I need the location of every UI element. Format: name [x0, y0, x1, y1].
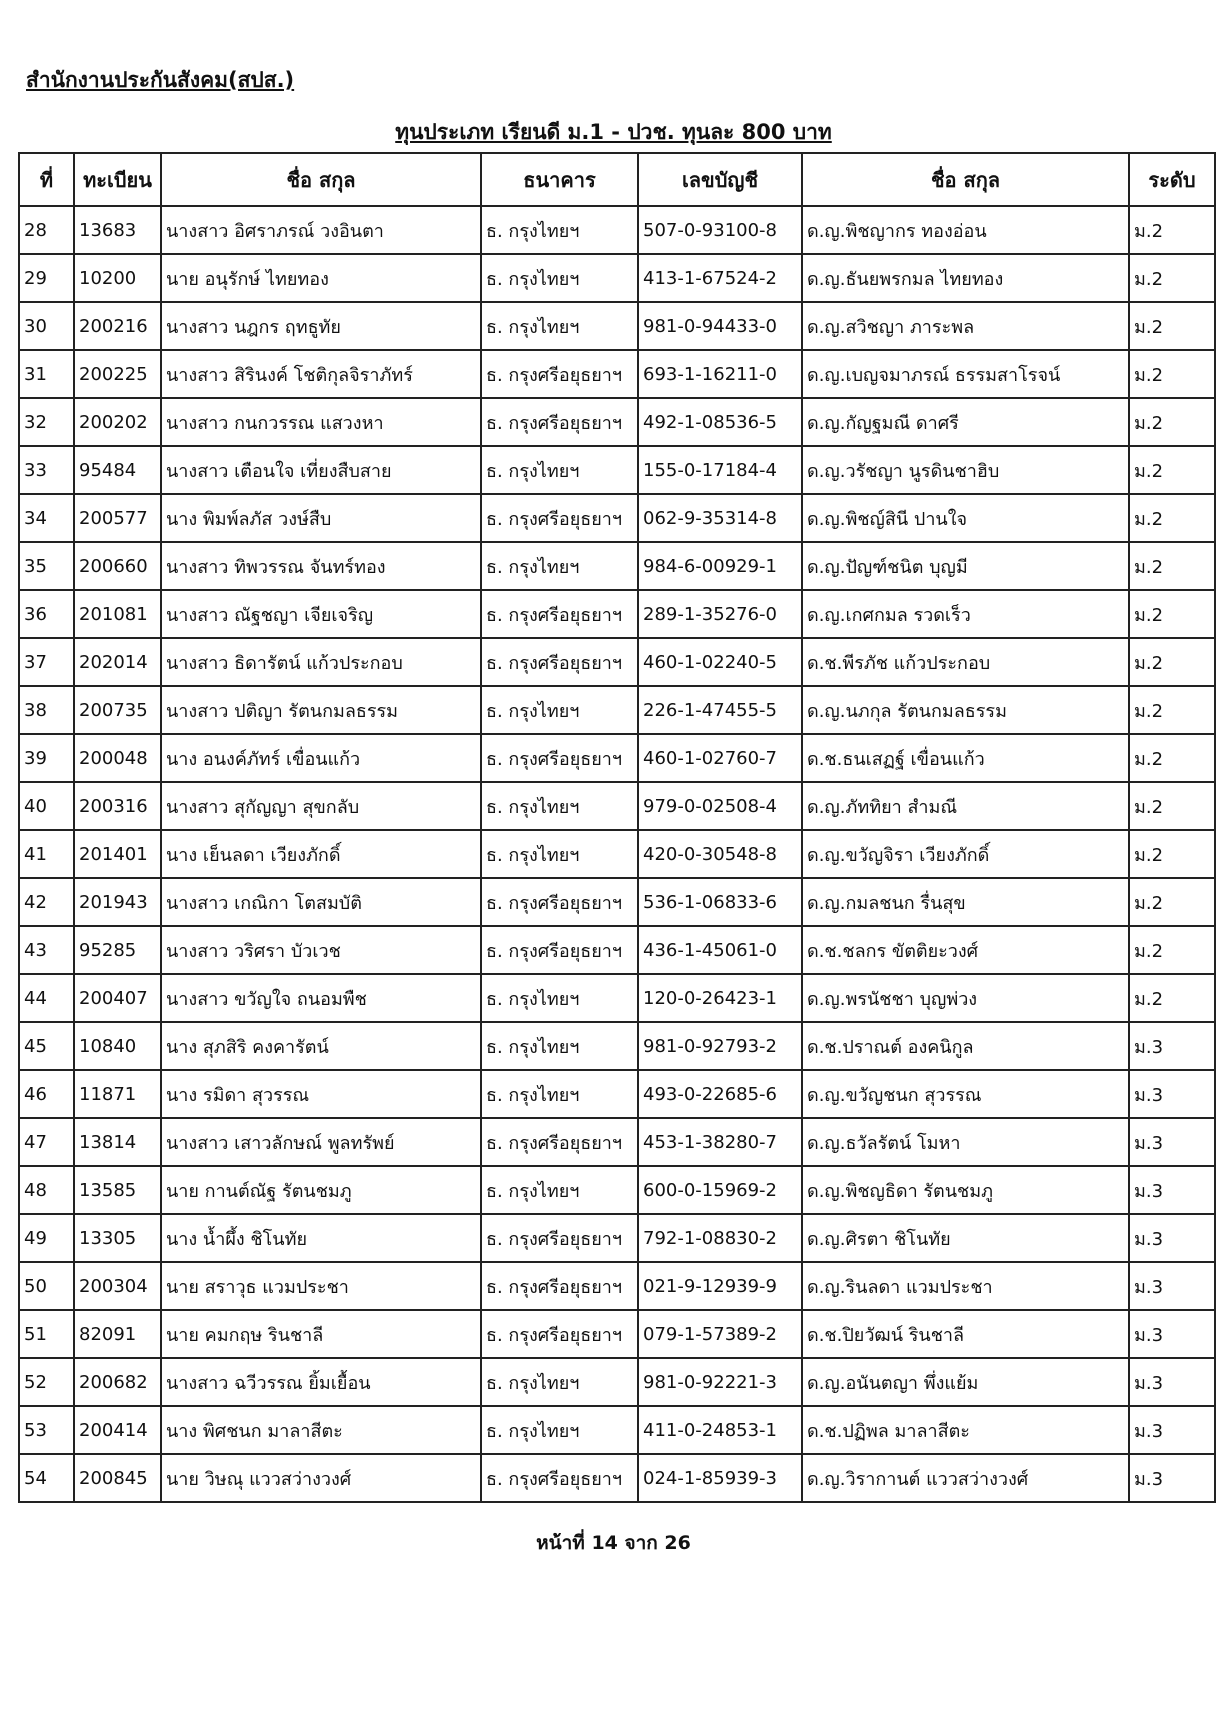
- table-header-row: [19, 153, 1215, 206]
- cell-parent-name: นางสาว วริศรา บัวเวช: [161, 926, 481, 974]
- cell-no: 45: [19, 1022, 74, 1070]
- organization-heading: สำนักงานประกันสังคม(สปส.): [26, 68, 295, 92]
- cell-parent-name: นาย กานต์ณัฐ รัตนชมภู: [161, 1166, 481, 1214]
- cell-no: 46: [19, 1070, 74, 1118]
- cell-parent-name: นาง รมิดา สุวรรณ: [161, 1070, 481, 1118]
- cell-parent-name: นางสาว กนกวรรณ แสวงหา: [161, 398, 481, 446]
- cell-no: 30: [19, 302, 74, 350]
- cell-no: 53: [19, 1406, 74, 1454]
- cell-student-name: ด.ช.ธนเสฏฐ์ เขื่อนแก้ว: [802, 734, 1129, 782]
- cell-no: 32: [19, 398, 74, 446]
- cell-no: 51: [19, 1310, 74, 1358]
- cell-student-name: ด.ญ.สวิชญา ภาระพล: [802, 302, 1129, 350]
- cell-account: 155-0-17184-4: [638, 446, 802, 494]
- col-header-level: ระดับ: [1129, 153, 1215, 206]
- cell-parent-name: นาย สราวุธ แวมประชา: [161, 1262, 481, 1310]
- table-row: [19, 1262, 1215, 1310]
- col-header-no: ที่: [19, 153, 74, 206]
- cell-bank: ธ. กรุงศรีอยุธยาฯ: [481, 590, 638, 638]
- cell-account: 411-0-24853-1: [638, 1406, 802, 1454]
- cell-bank: ธ. กรุงศรีอยุธยาฯ: [481, 878, 638, 926]
- scholarship-table: [18, 152, 1216, 1503]
- cell-account: 226-1-47455-5: [638, 686, 802, 734]
- cell-registration: 200407: [74, 974, 161, 1022]
- cell-parent-name: นาง อนงค์ภัทร์ เขื่อนแก้ว: [161, 734, 481, 782]
- cell-level: ม.2: [1129, 830, 1215, 878]
- cell-bank: ธ. กรุงไทยฯ: [481, 254, 638, 302]
- cell-bank: ธ. กรุงศรีอยุธยาฯ: [481, 350, 638, 398]
- cell-level: ม.2: [1129, 350, 1215, 398]
- cell-account: 120-0-26423-1: [638, 974, 802, 1022]
- cell-bank: ธ. กรุงศรีอยุธยาฯ: [481, 1262, 638, 1310]
- cell-registration: 200216: [74, 302, 161, 350]
- cell-registration: 200202: [74, 398, 161, 446]
- cell-no: 41: [19, 830, 74, 878]
- table-row: [19, 350, 1215, 398]
- table-row: [19, 974, 1215, 1022]
- cell-student-name: ด.ญ.ขวัญชนก สุวรรณ: [802, 1070, 1129, 1118]
- cell-bank: ธ. กรุงศรีอยุธยาฯ: [481, 1214, 638, 1262]
- cell-bank: ธ. กรุงไทยฯ: [481, 206, 638, 254]
- cell-student-name: ด.ญ.ภัททิยา สำมณี: [802, 782, 1129, 830]
- cell-student-name: ด.ญ.ธันยพรกมล ไทยทอง: [802, 254, 1129, 302]
- cell-registration: 200577: [74, 494, 161, 542]
- cell-student-name: ด.ญ.รินลดา แวมประชา: [802, 1262, 1129, 1310]
- table-row: [19, 1118, 1215, 1166]
- cell-bank: ธ. กรุงศรีอยุธยาฯ: [481, 926, 638, 974]
- cell-account: 492-1-08536-5: [638, 398, 802, 446]
- cell-account: 436-1-45061-0: [638, 926, 802, 974]
- cell-registration: 200735: [74, 686, 161, 734]
- cell-parent-name: นางสาว ณัฐชญา เจียเจริญ: [161, 590, 481, 638]
- table-row: [19, 638, 1215, 686]
- cell-level: ม.2: [1129, 926, 1215, 974]
- cell-registration: 95484: [74, 446, 161, 494]
- cell-bank: ธ. กรุงไทยฯ: [481, 830, 638, 878]
- cell-bank: ธ. กรุงศรีอยุธยาฯ: [481, 638, 638, 686]
- cell-account: 453-1-38280-7: [638, 1118, 802, 1166]
- table-row: [19, 1454, 1215, 1502]
- cell-no: 43: [19, 926, 74, 974]
- cell-level: ม.2: [1129, 446, 1215, 494]
- cell-parent-name: นางสาว ฉวีวรรณ ยิ้มเยื้อน: [161, 1358, 481, 1406]
- cell-level: ม.2: [1129, 398, 1215, 446]
- table-row: [19, 1214, 1215, 1262]
- cell-bank: ธ. กรุงไทยฯ: [481, 1406, 638, 1454]
- cell-level: ม.2: [1129, 734, 1215, 782]
- table-row: [19, 1022, 1215, 1070]
- cell-parent-name: นาง สุภสิริ คงคารัตน์: [161, 1022, 481, 1070]
- table-body: [19, 206, 1215, 1502]
- cell-no: 54: [19, 1454, 74, 1502]
- cell-bank: ธ. กรุงไทยฯ: [481, 974, 638, 1022]
- cell-parent-name: นางสาว สุกัญญา สุขกลับ: [161, 782, 481, 830]
- cell-account: 062-9-35314-8: [638, 494, 802, 542]
- cell-account: 079-1-57389-2: [638, 1310, 802, 1358]
- cell-level: ม.2: [1129, 878, 1215, 926]
- table-row: [19, 686, 1215, 734]
- cell-account: 600-0-15969-2: [638, 1166, 802, 1214]
- cell-parent-name: นาง น้ำผึ้ง ชิโนทัย: [161, 1214, 481, 1262]
- cell-no: 48: [19, 1166, 74, 1214]
- cell-registration: 200316: [74, 782, 161, 830]
- scholarship-title: ทุนประเภท เรียนดี ม.1 - ปวช. ทุนละ 800 บาท: [395, 120, 832, 144]
- cell-account: 460-1-02240-5: [638, 638, 802, 686]
- cell-level: ม.3: [1129, 1070, 1215, 1118]
- cell-no: 29: [19, 254, 74, 302]
- cell-account: 493-0-22685-6: [638, 1070, 802, 1118]
- cell-parent-name: นางสาว อิศราภรณ์ วงอินตา: [161, 206, 481, 254]
- table-row: [19, 206, 1215, 254]
- cell-student-name: ด.ญ.เกศกมล รวดเร็ว: [802, 590, 1129, 638]
- cell-account: 413-1-67524-2: [638, 254, 802, 302]
- cell-account: 981-0-92793-2: [638, 1022, 802, 1070]
- cell-account: 979-0-02508-4: [638, 782, 802, 830]
- cell-no: 40: [19, 782, 74, 830]
- cell-registration: 95285: [74, 926, 161, 974]
- cell-parent-name: นาย อนุรักษ์ ไทยทอง: [161, 254, 481, 302]
- cell-parent-name: นางสาว เตือนใจ เที่ยงสืบสาย: [161, 446, 481, 494]
- cell-level: ม.3: [1129, 1406, 1215, 1454]
- cell-student-name: ด.ญ.พิชญากร ทองอ่อน: [802, 206, 1129, 254]
- cell-parent-name: นางสาว เสาวลักษณ์ พูลทรัพย์: [161, 1118, 481, 1166]
- cell-bank: ธ. กรุงไทยฯ: [481, 542, 638, 590]
- cell-student-name: ด.ญ.ปัญฑ์ชนิต บุญมี: [802, 542, 1129, 590]
- cell-parent-name: นาง พิศชนก มาลาสีตะ: [161, 1406, 481, 1454]
- cell-bank: ธ. กรุงไทยฯ: [481, 1166, 638, 1214]
- cell-student-name: ด.ช.ปราณต์ องคนิกูล: [802, 1022, 1129, 1070]
- cell-bank: ธ. กรุงศรีอยุธยาฯ: [481, 1118, 638, 1166]
- cell-parent-name: นาย วิษณุ แววสว่างวงศ์: [161, 1454, 481, 1502]
- cell-no: 52: [19, 1358, 74, 1406]
- cell-student-name: ด.ญ.วิรากานต์ แววสว่างวงศ์: [802, 1454, 1129, 1502]
- cell-no: 44: [19, 974, 74, 1022]
- cell-parent-name: นางสาว เกณิกา โตสมบัติ: [161, 878, 481, 926]
- cell-bank: ธ. กรุงศรีอยุธยาฯ: [481, 1454, 638, 1502]
- cell-student-name: ด.ช.พีรภัช แก้วประกอบ: [802, 638, 1129, 686]
- cell-level: ม.2: [1129, 206, 1215, 254]
- col-header-student-name: ชื่อ สกุล: [802, 153, 1129, 206]
- cell-student-name: ด.ญ.วรัชญา นูรดินชาฮิบ: [802, 446, 1129, 494]
- table-row: [19, 878, 1215, 926]
- cell-registration: 200304: [74, 1262, 161, 1310]
- cell-level: ม.3: [1129, 1118, 1215, 1166]
- cell-level: ม.2: [1129, 302, 1215, 350]
- cell-bank: ธ. กรุงไทยฯ: [481, 1070, 638, 1118]
- table-row: [19, 254, 1215, 302]
- cell-student-name: ด.ญ.นภกุล รัตนกมลธรรม: [802, 686, 1129, 734]
- cell-parent-name: นางสาว นฎกร ฤทธูทัย: [161, 302, 481, 350]
- cell-level: ม.2: [1129, 782, 1215, 830]
- cell-parent-name: นางสาว ปติญา รัตนกมลธรรม: [161, 686, 481, 734]
- cell-account: 981-0-94433-0: [638, 302, 802, 350]
- cell-registration: 82091: [74, 1310, 161, 1358]
- cell-parent-name: นาง เย็นลดา เวียงภักดิ์: [161, 830, 481, 878]
- col-header-bank: ธนาคาร: [481, 153, 638, 206]
- cell-student-name: ด.ญ.พรนัชชา บุญพ่วง: [802, 974, 1129, 1022]
- table-row: [19, 398, 1215, 446]
- table-row: [19, 302, 1215, 350]
- cell-no: 33: [19, 446, 74, 494]
- cell-level: ม.2: [1129, 254, 1215, 302]
- cell-registration: 13814: [74, 1118, 161, 1166]
- cell-account: 021-9-12939-9: [638, 1262, 802, 1310]
- cell-student-name: ด.ญ.พิชญธิดา รัตนชมภู: [802, 1166, 1129, 1214]
- cell-registration: 10840: [74, 1022, 161, 1070]
- cell-account: 289-1-35276-0: [638, 590, 802, 638]
- table-row: [19, 542, 1215, 590]
- cell-registration: 201401: [74, 830, 161, 878]
- cell-level: ม.2: [1129, 974, 1215, 1022]
- cell-account: 024-1-85939-3: [638, 1454, 802, 1502]
- table-row: [19, 446, 1215, 494]
- cell-parent-name: นางสาว ธิดารัตน์ แก้วประกอบ: [161, 638, 481, 686]
- cell-bank: ธ. กรุงศรีอยุธยาฯ: [481, 1310, 638, 1358]
- cell-registration: 200048: [74, 734, 161, 782]
- cell-no: 49: [19, 1214, 74, 1262]
- cell-account: 460-1-02760-7: [638, 734, 802, 782]
- cell-account: 536-1-06833-6: [638, 878, 802, 926]
- cell-student-name: ด.ญ.ธวัลรัตน์ โมหา: [802, 1118, 1129, 1166]
- cell-level: ม.2: [1129, 494, 1215, 542]
- cell-account: 984-6-00929-1: [638, 542, 802, 590]
- cell-level: ม.3: [1129, 1310, 1215, 1358]
- cell-parent-name: นาง พิมพ์ลภัส วงษ์สืบ: [161, 494, 481, 542]
- cell-bank: ธ. กรุงไทยฯ: [481, 686, 638, 734]
- cell-bank: ธ. กรุงศรีอยุธยาฯ: [481, 398, 638, 446]
- cell-registration: 200660: [74, 542, 161, 590]
- cell-bank: ธ. กรุงไทยฯ: [481, 446, 638, 494]
- cell-level: ม.3: [1129, 1214, 1215, 1262]
- col-header-registration: ทะเบียน: [74, 153, 161, 206]
- cell-no: 31: [19, 350, 74, 398]
- cell-no: 38: [19, 686, 74, 734]
- cell-no: 28: [19, 206, 74, 254]
- cell-bank: ธ. กรุงศรีอยุธยาฯ: [481, 734, 638, 782]
- cell-no: 37: [19, 638, 74, 686]
- cell-registration: 201943: [74, 878, 161, 926]
- table-row: [19, 782, 1215, 830]
- cell-account: 420-0-30548-8: [638, 830, 802, 878]
- table-row: [19, 734, 1215, 782]
- cell-student-name: ด.ช.ปิยวัฒน์ รินชาลี: [802, 1310, 1129, 1358]
- cell-student-name: ด.ญ.เบญจมาภรณ์ ธรรมสาโรจน์: [802, 350, 1129, 398]
- cell-level: ม.2: [1129, 638, 1215, 686]
- col-header-account: เลขบัญชี: [638, 153, 802, 206]
- cell-account: 981-0-92221-3: [638, 1358, 802, 1406]
- cell-no: 47: [19, 1118, 74, 1166]
- cell-registration: 13305: [74, 1214, 161, 1262]
- cell-parent-name: นางสาว สิรินงค์ โชติกุลจิราภัทร์: [161, 350, 481, 398]
- cell-bank: ธ. กรุงศรีอยุธยาฯ: [481, 494, 638, 542]
- cell-no: 39: [19, 734, 74, 782]
- page-number: หน้าที่ 14 จาก 26: [536, 1532, 691, 1554]
- cell-student-name: ด.ช.ปฏิพล มาลาสีตะ: [802, 1406, 1129, 1454]
- table-row: [19, 1070, 1215, 1118]
- cell-student-name: ด.ญ.อนันตญา พึ่งแย้ม: [802, 1358, 1129, 1406]
- cell-account: 693-1-16211-0: [638, 350, 802, 398]
- cell-registration: 13585: [74, 1166, 161, 1214]
- cell-parent-name: นางสาว ทิพวรรณ จันทร์ทอง: [161, 542, 481, 590]
- cell-bank: ธ. กรุงไทยฯ: [481, 1022, 638, 1070]
- table-row: [19, 1358, 1215, 1406]
- cell-level: ม.3: [1129, 1262, 1215, 1310]
- cell-bank: ธ. กรุงไทยฯ: [481, 302, 638, 350]
- cell-no: 42: [19, 878, 74, 926]
- cell-no: 34: [19, 494, 74, 542]
- cell-level: ม.3: [1129, 1454, 1215, 1502]
- col-header-parent-name: ชื่อ สกุล: [161, 153, 481, 206]
- cell-no: 50: [19, 1262, 74, 1310]
- cell-student-name: ด.ญ.ขวัญจิรา เวียงภักดิ์: [802, 830, 1129, 878]
- cell-account: 507-0-93100-8: [638, 206, 802, 254]
- table-row: [19, 590, 1215, 638]
- cell-parent-name: นางสาว ขวัญใจ ถนอมพืช: [161, 974, 481, 1022]
- cell-registration: 13683: [74, 206, 161, 254]
- cell-student-name: ด.ญ.กมลชนก รื่นสุข: [802, 878, 1129, 926]
- cell-level: ม.3: [1129, 1166, 1215, 1214]
- table-row: [19, 1406, 1215, 1454]
- cell-student-name: ด.ญ.กัญฐมณี ดาศรี: [802, 398, 1129, 446]
- table-row: [19, 1310, 1215, 1358]
- cell-registration: 202014: [74, 638, 161, 686]
- cell-registration: 200682: [74, 1358, 161, 1406]
- table-row: [19, 926, 1215, 974]
- cell-registration: 10200: [74, 254, 161, 302]
- cell-student-name: ด.ญ.พิชญ์สินี ปานใจ: [802, 494, 1129, 542]
- cell-account: 792-1-08830-2: [638, 1214, 802, 1262]
- cell-student-name: ด.ช.ชลกร ขัตติยะวงศ์: [802, 926, 1129, 974]
- cell-bank: ธ. กรุงไทยฯ: [481, 1358, 638, 1406]
- table-row: [19, 1166, 1215, 1214]
- cell-registration: 11871: [74, 1070, 161, 1118]
- cell-registration: 200845: [74, 1454, 161, 1502]
- cell-parent-name: นาย คมกฤษ รินชาลี: [161, 1310, 481, 1358]
- cell-level: ม.3: [1129, 1022, 1215, 1070]
- table-row: [19, 830, 1215, 878]
- cell-bank: ธ. กรุงไทยฯ: [481, 782, 638, 830]
- cell-level: ม.2: [1129, 686, 1215, 734]
- cell-level: ม.2: [1129, 542, 1215, 590]
- cell-registration: 201081: [74, 590, 161, 638]
- table-row: [19, 494, 1215, 542]
- cell-student-name: ด.ญ.ศิรตา ชิโนทัย: [802, 1214, 1129, 1262]
- cell-level: ม.3: [1129, 1358, 1215, 1406]
- cell-level: ม.2: [1129, 590, 1215, 638]
- cell-no: 35: [19, 542, 74, 590]
- cell-registration: 200225: [74, 350, 161, 398]
- cell-registration: 200414: [74, 1406, 161, 1454]
- cell-no: 36: [19, 590, 74, 638]
